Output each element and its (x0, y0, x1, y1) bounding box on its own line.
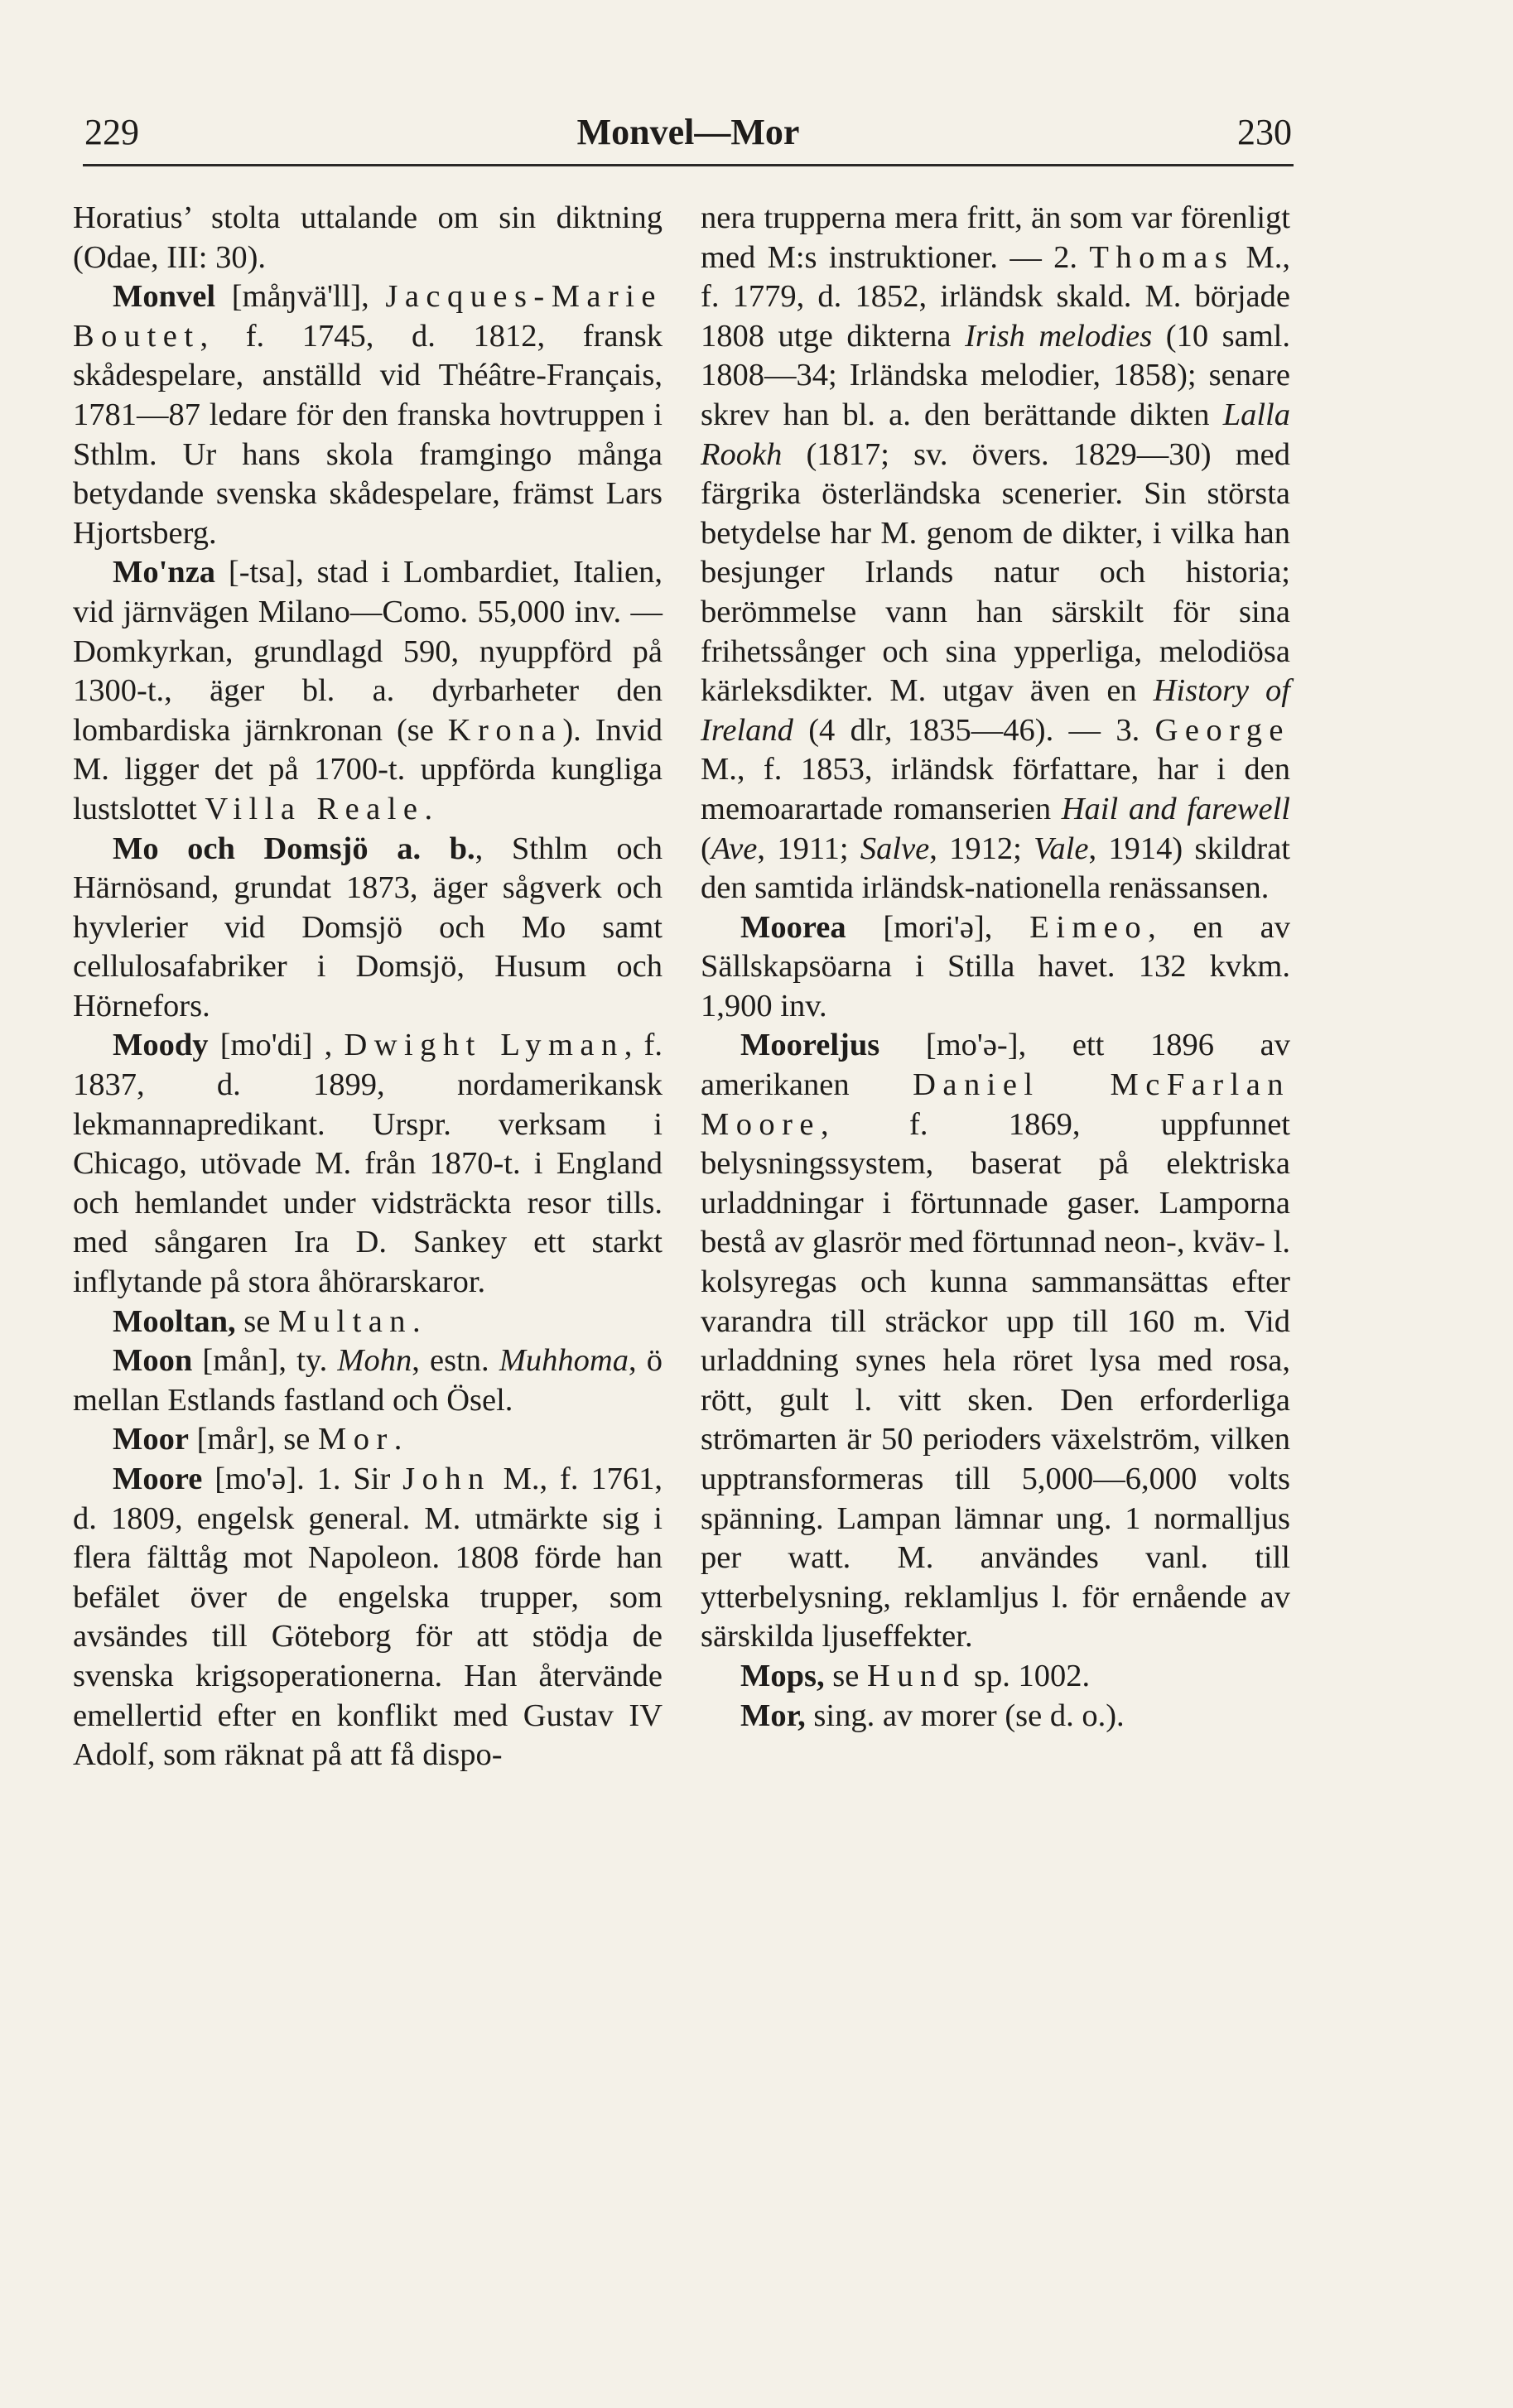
entry-monvel (73, 277, 663, 553)
italic-title: Salve (860, 831, 930, 866)
entry-mops (701, 1657, 1290, 1697)
entry-text: M., f. 1761, d. 1809, engelsk general. M. utmärkte sig i flera fälttåg mot Napoleon. 1808 förde han befälet över de engelska trupper, som avsändes till Göteborg för att stödja de svenska krigsoperationerna. Han återvände emellertid efter en konflikt med Gustav IV Adolf, som räknat på att få dispo- (73, 1462, 663, 1773)
italic-title: Hail and farewell (1061, 791, 1290, 826)
headword: Moorea (740, 909, 846, 945)
entry-moon (73, 1341, 663, 1420)
entry-text: , Sthlm och Härnösand, grundat 1873, äger sågverk och hyvlerier vid Domsjö och Mo samt cellulosafabriker i Domsjö, Husum och Hörnefors. (73, 831, 663, 1023)
entry-text: ( (701, 831, 711, 866)
italic-term: Muhhoma (499, 1343, 629, 1379)
headword: Moon (113, 1343, 193, 1379)
headword: Monvel (113, 279, 216, 315)
spaced-name: Dwight Lyman (344, 1028, 624, 1063)
cross-reference: Krona (447, 712, 563, 748)
entry-text: . (412, 1303, 421, 1339)
entry-text: se (235, 1303, 278, 1339)
italic-title: Vale (1034, 831, 1089, 866)
italic-title: Lalla Rookh (701, 397, 1290, 472)
entry-text: . (424, 791, 433, 826)
spaced-name: Jacques-Marie Boutet (73, 279, 663, 354)
entry-text: ). Invid M. ligger det på 1700-t. uppförda kungliga lustslottet (73, 712, 663, 826)
left-column (73, 199, 663, 1775)
cross-reference: Multan (277, 1303, 413, 1339)
entry-text: Horatius’ stolta uttalande om sin diktning (Odae, III: 30). (73, 200, 663, 275)
headword: Mo och Domsjö a. b. (113, 831, 475, 866)
entry-text: [mori'ə], (846, 909, 1030, 945)
entry-moorea (701, 908, 1290, 1027)
entry-mooreljus (701, 1026, 1290, 1657)
entry-text: , 1912; (929, 831, 1034, 866)
spaced-name: George (1154, 712, 1290, 748)
entry-text: se (824, 1658, 867, 1693)
italic-term: Mohn (337, 1343, 412, 1379)
headword: Mooreljus (740, 1028, 880, 1063)
entry-mo-och-domsjo (73, 830, 663, 1027)
italic-title: History of Ireland (701, 673, 1290, 748)
headword: Mooltan, (113, 1303, 236, 1339)
entry-text: [måŋvä'll], (215, 279, 386, 315)
entry-text: M., f. 1779, d. 1852, irländsk skald. M. började 1808 utge dikterna (701, 239, 1291, 354)
headword: Mo'nza (113, 555, 216, 590)
entry-text: sp. 1002. (966, 1658, 1091, 1693)
spaced-name: Daniel McFarlan Moore (701, 1067, 1290, 1142)
entry-monza (73, 553, 663, 829)
entry-text: , f. 1869, uppfunnet belysningssystem, baserat på elektriska urladdningar i förtunnade gaser. Lamporna bestå av glasrör med förtunnad neon-, kväv- l. kolsyregas och kunna sammansättas efter varandra till sträckor upp till 160 m. Vid urladdning synes hela röret lysa med rosa, rött, gult l. vitt sken. Den erforderliga strömarten är 50 perioders växelström, vilken upptransformeras till 5,000—6,000 volts spänning. Lampan lämnar ung. 1 normalljus per watt. M. användes vanl. till ytterbelysning, reklamljus l. för ernående av särskilda ljuseffekter. (701, 1106, 1290, 1654)
entry-text: [mo'ə]. 1. Sir (202, 1462, 403, 1496)
headword: Moor (113, 1422, 189, 1457)
headword: Moore (113, 1462, 203, 1496)
entry-text: [mår], se (188, 1422, 319, 1457)
entry-text: nera trupperna mera fritt, än som var förenligt med M:s instruktioner. — 2. (701, 200, 1290, 275)
cross-reference: Hund (866, 1658, 966, 1693)
entry-continuation (73, 199, 663, 277)
entry-moore-continued (701, 199, 1290, 908)
entry-text: , en av Sällskapsöarna i Stilla havet. 132 kvkm. 1,900 inv. (701, 909, 1290, 1023)
entry-text: , 1911; (757, 831, 860, 866)
entry-text: , 1914) skildrat den samtida irländsk-nationella renässansen. (701, 831, 1290, 906)
italic-title: Irish melodies (965, 318, 1153, 354)
entry-mor (701, 1697, 1290, 1736)
entry-moore (73, 1460, 663, 1775)
spaced-name: Villa Reale (205, 791, 425, 826)
entry-text: [mån], ty. (192, 1343, 338, 1379)
italic-title: Ave (711, 831, 758, 866)
entry-text: sing. av morer (se d. o.). (805, 1698, 1125, 1733)
entry-text: (10 saml. 1808—34; Irländska melodier, 1858); senare skrev han bl. a. den berättande dikten (701, 318, 1290, 432)
headword: Moody (113, 1028, 209, 1063)
entry-text: , f. 1745, d. 1812, fransk skådespelare, anställd vid Théâtre-Français, 1781—87 ledare för den franska hovtruppen i Sthlm. Ur hans skola framgingo många betydande svenska skådespelare, främst Lars Hjortsberg. (73, 318, 663, 551)
entry-text: , f. 1837, d. 1899, nordamerikansk lekmannapredikant. Urspr. verksam i Chicago, utövade M. från 1870-t. i England och hemlandet under vidsträckta resor tills. med sångaren Ira D. Sankey ett starkt inflytande på stora åhörarskaror. (73, 1028, 663, 1300)
spaced-name: Thomas (1089, 239, 1235, 275)
page-header (83, 98, 1294, 166)
headword: Mor, (740, 1698, 806, 1733)
entry-text: , ö mellan Estlands fastland och Ösel. (73, 1343, 663, 1418)
running-title: Monvel—Mor (576, 112, 800, 152)
entry-text: [-tsa], stad i Lombardiet, Italien, vid järnvägen Milano—Como. 55,000 inv. — Domkyrkan, grundlagd 590, nyuppförd på 1300-t., äger bl. a. dyrbarheter den lombardiska järnkronan (se (73, 555, 663, 748)
cross-reference: Mor (318, 1422, 394, 1457)
right-column (701, 199, 1290, 1736)
entry-mooltan (73, 1303, 663, 1342)
entry-text: (1817; sv. övers. 1829—30) med färgrika österländska scenerier. Sin största betydelse har M. genom de dikter, i vilka han besjunger Irlands natur och historia; berömmelse vann han särskilt för sina frihetssånger och sina ypperliga, melodiösa kärleksdikter. M. utgav även en (701, 436, 1290, 709)
headword: Mops, (740, 1658, 825, 1693)
spaced-name: Eimeo (1029, 909, 1149, 945)
entry-moody (73, 1026, 663, 1302)
entry-text: , estn. (412, 1343, 499, 1379)
entry-moor (73, 1420, 663, 1460)
entry-text: . (393, 1422, 402, 1457)
entry-text: [mo'ə-], ett 1896 av amerikanen (701, 1028, 1290, 1103)
page-number-right: 230 (1237, 112, 1292, 152)
page-number-left: 229 (84, 112, 139, 152)
entry-text: [mo'di] , (208, 1028, 345, 1063)
spaced-name: John (402, 1462, 491, 1496)
entry-text: M., f. 1853, irländsk författare, har i den memoarartade romanserien (701, 752, 1290, 826)
entry-text: (4 dlr, 1835—46). — 3. (793, 712, 1155, 748)
